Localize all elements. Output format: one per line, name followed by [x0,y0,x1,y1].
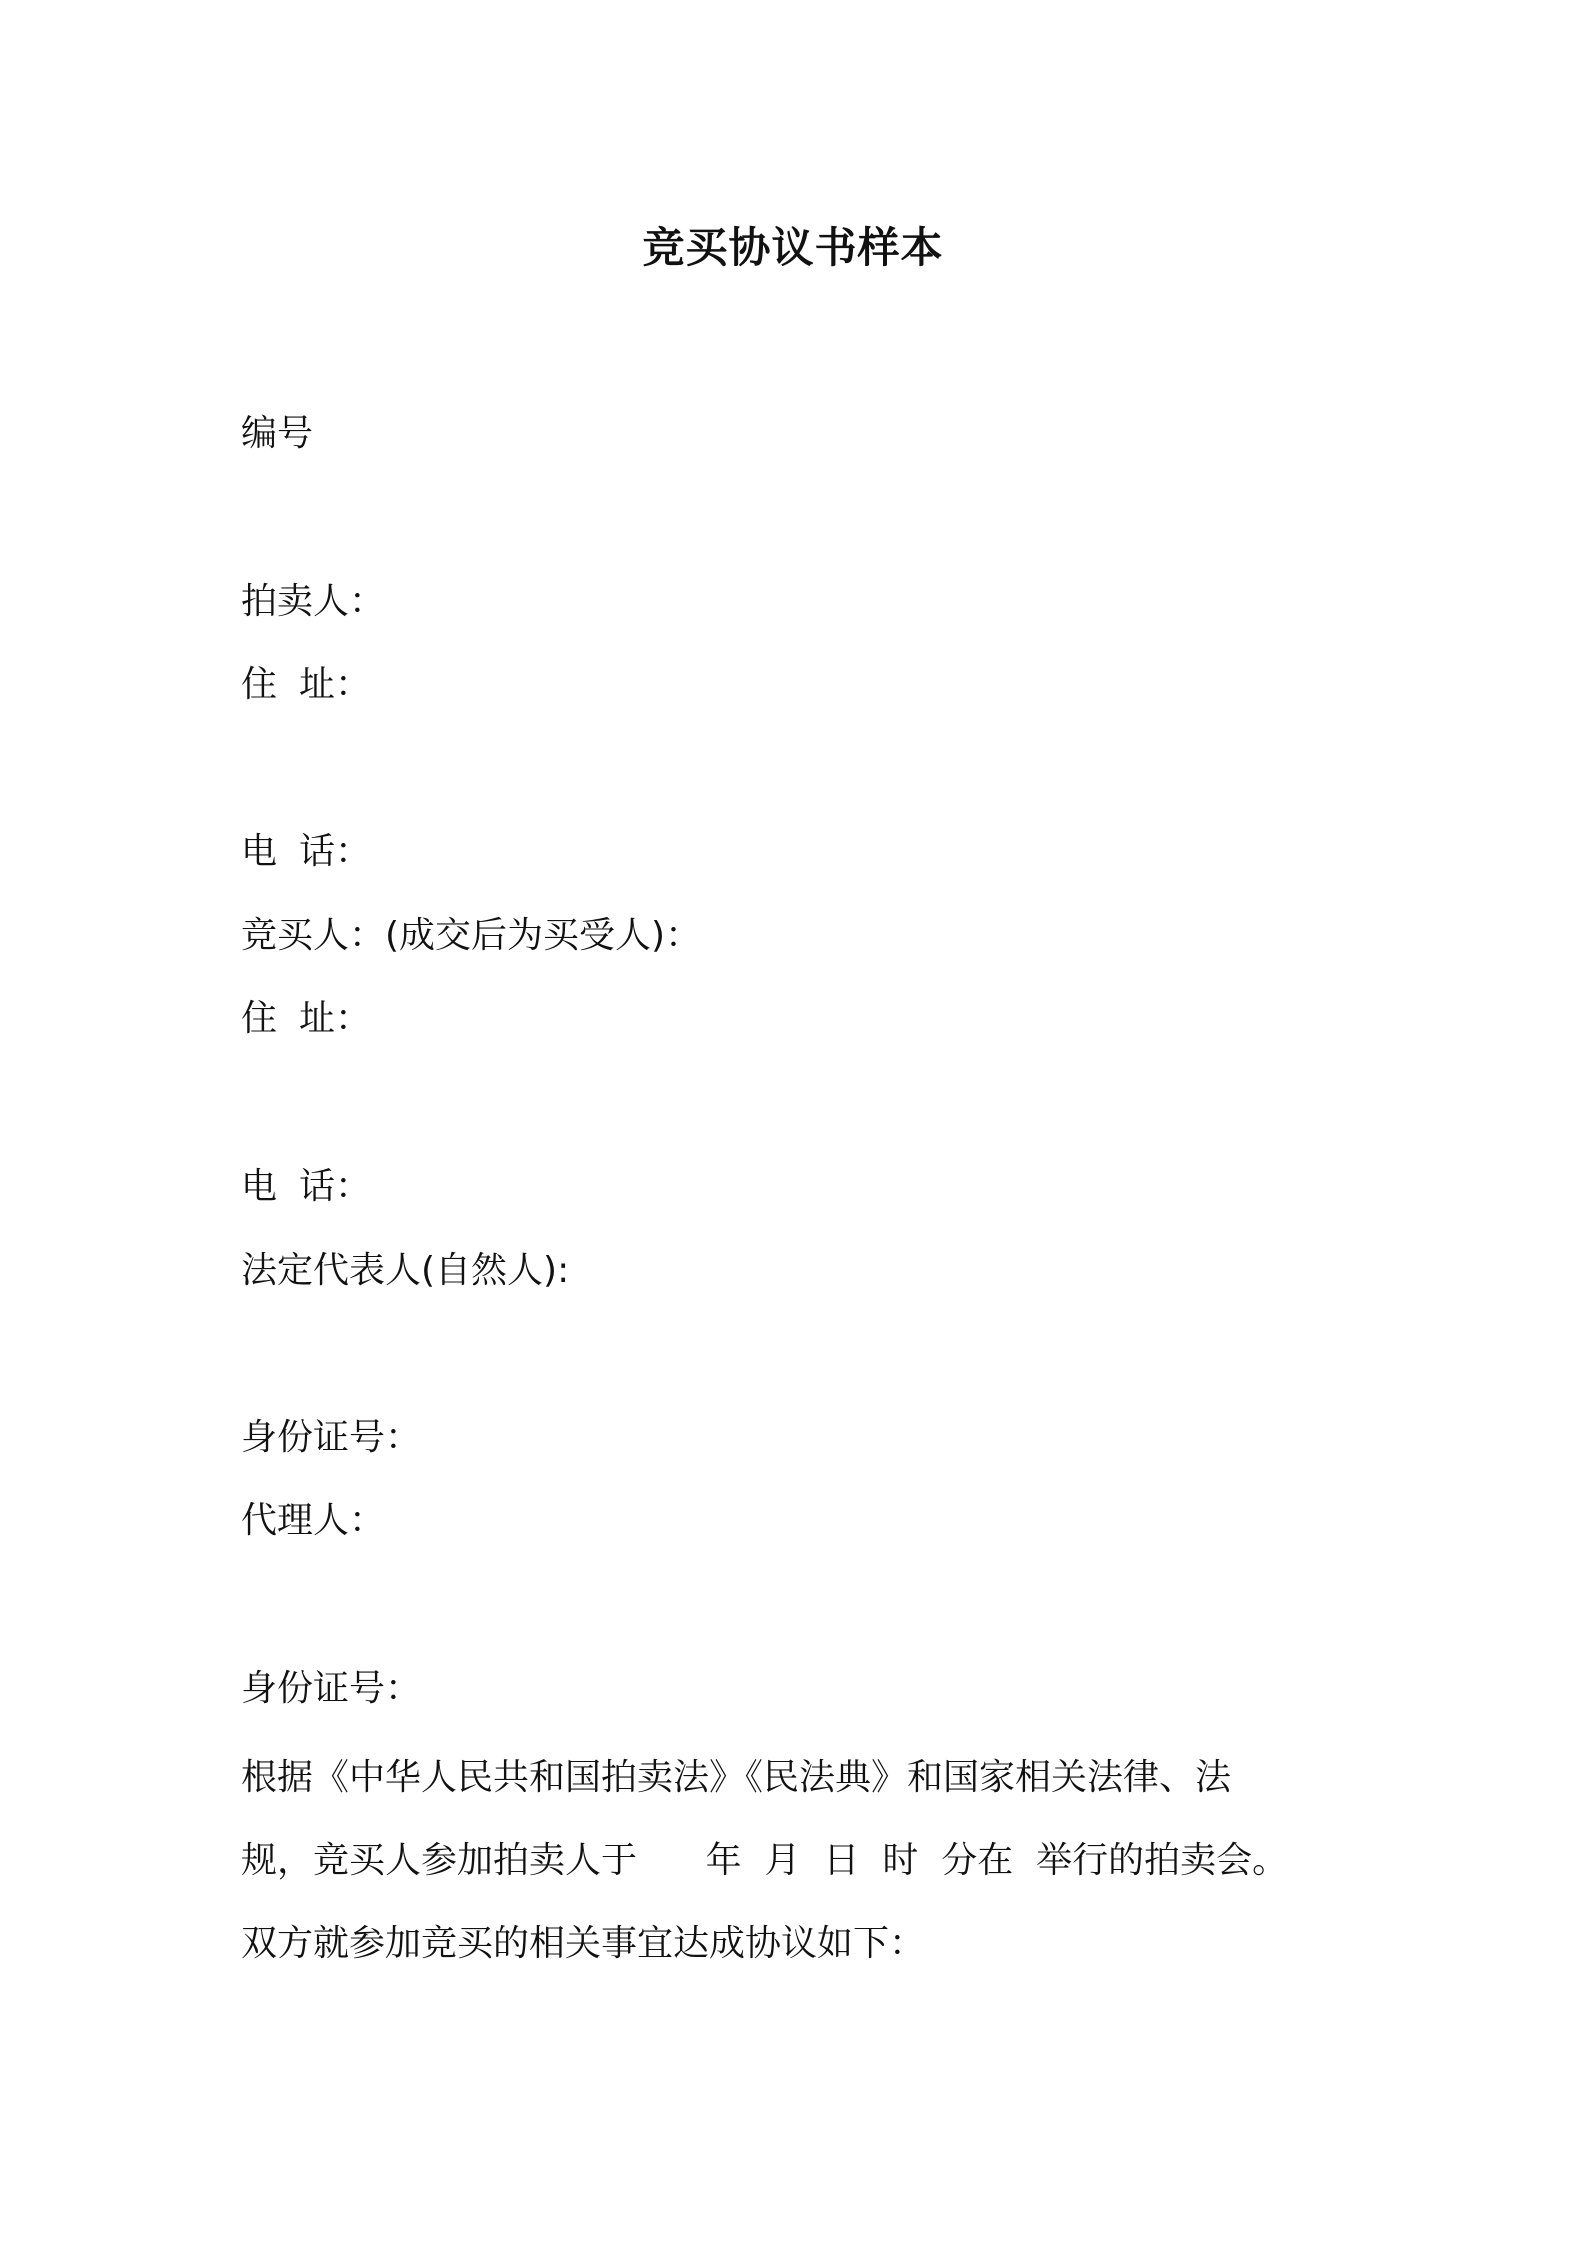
number-label: 编号 [241,413,314,454]
intro-line-3: 双方就参加竞买的相关事宜达成协议如下： [241,1923,926,1964]
auctioneer-name-label: 拍卖人： [241,581,386,622]
auctioneer-phone-label-part-b: 话： [299,831,372,872]
bidder-address-label-part-b: 址： [299,998,372,1039]
auctioneer-phone-label-part-a: 电 [241,831,278,872]
intro-line-1: 根据《中华人民共和国拍卖法》《民法典》和国家相关法律、法 [241,1757,1232,1798]
bidder-address-label-part-a: 住 [241,998,278,1039]
legal-representative-label: 法定代表人(自然人): [241,1250,570,1291]
auctioneer-address-label-part-a: 住 [241,664,278,705]
bidder-phone-label [241,1159,371,1215]
auctioneer-address-label-part-b: 址： [299,664,372,705]
bidder-phone-label-part-a: 电 [241,1166,278,1207]
auctioneer-phone-label [241,824,371,880]
bidder-name-label: 竞买人：(成交后为买受人)： [241,915,702,956]
document-title: 竞买协议书样本 [642,223,944,272]
bidder-address-label [241,991,371,1047]
legal-representative-id-label: 身份证号： [241,1417,422,1458]
agent-label: 代理人： [241,1500,386,1541]
auctioneer-address-label [241,657,371,713]
intro-line-2: 规，竞买人参加拍卖人于 年 月 日 时 分在 举行的拍卖会。 [241,1840,1289,1881]
bidder-phone-label-part-b: 话： [299,1166,372,1207]
agent-id-label: 身份证号： [241,1668,422,1709]
